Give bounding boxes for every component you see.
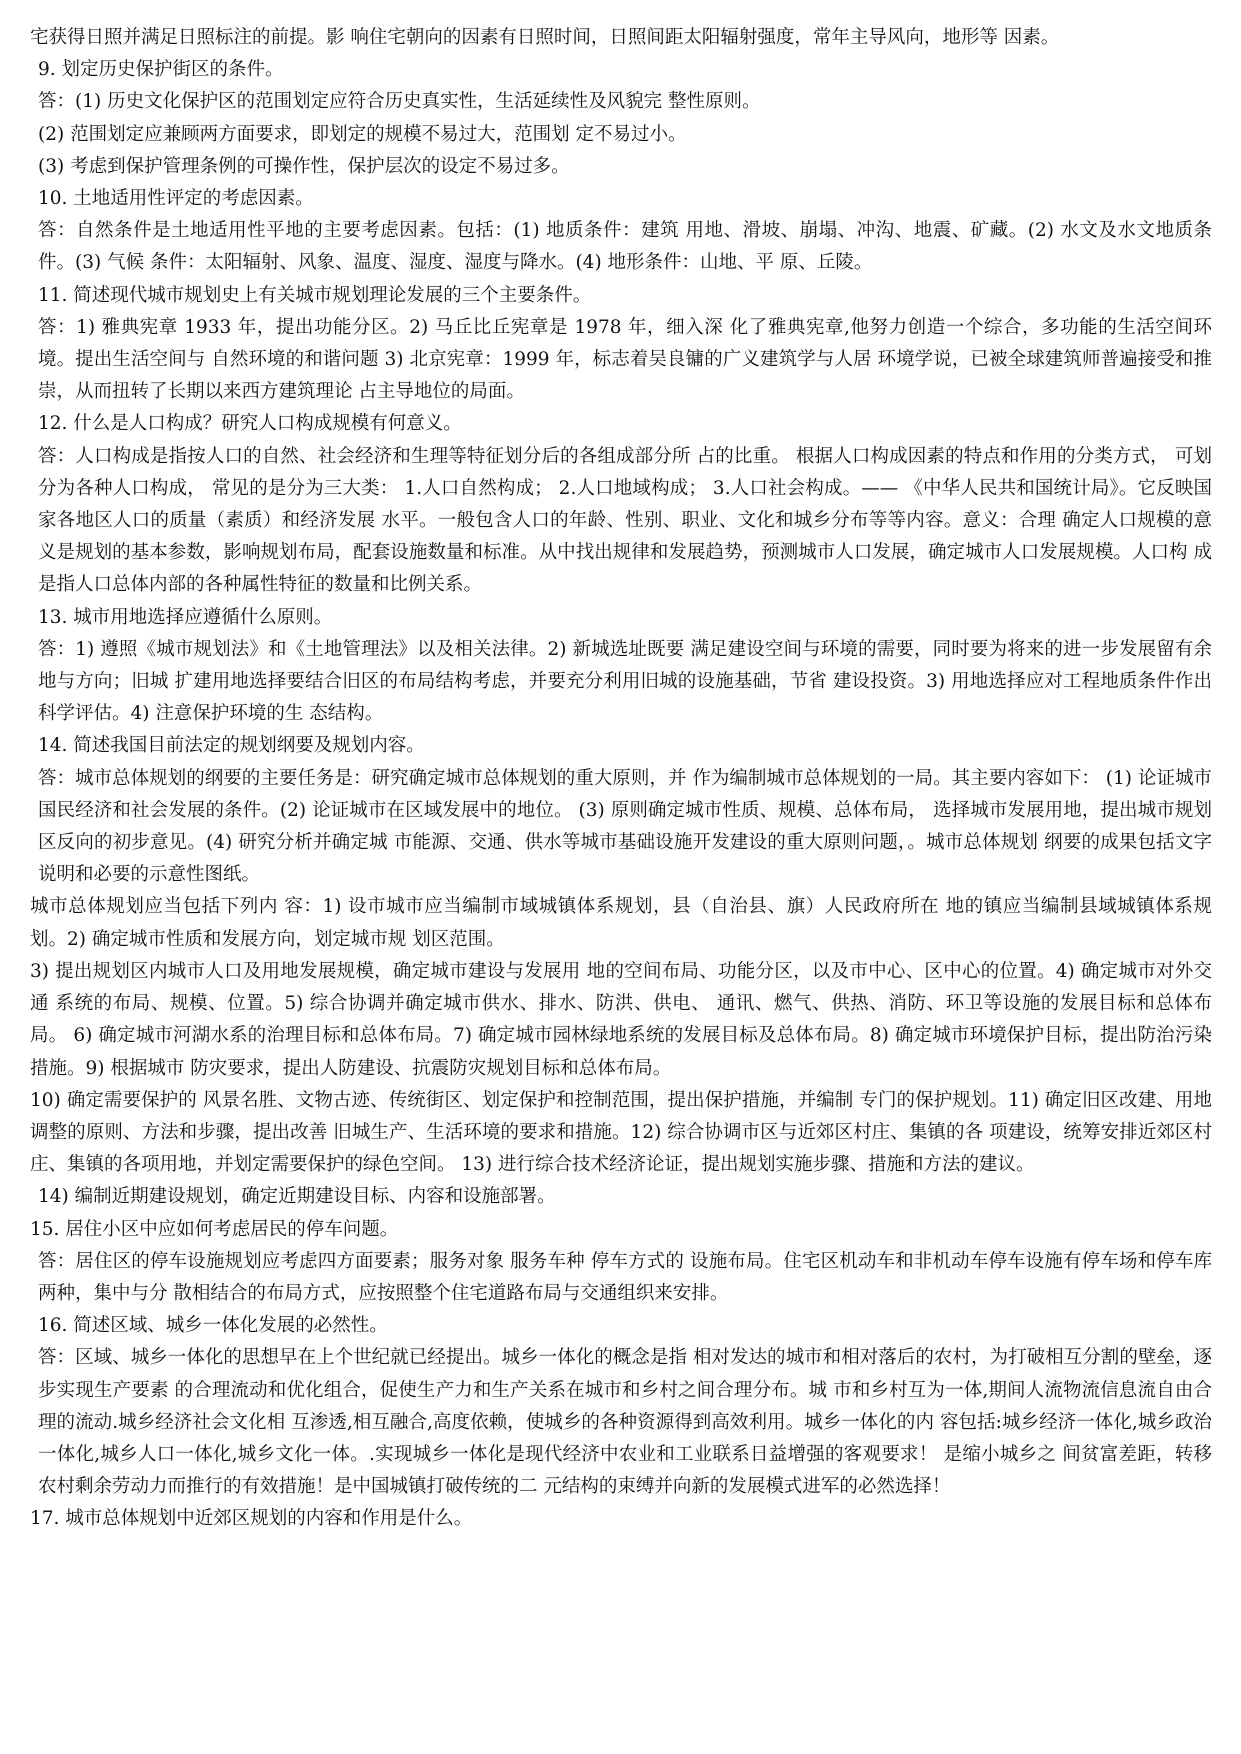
- answer-paragraph: (3) 考虑到保护管理条例的可操作性，保护层次的设定不易过多。: [38, 155, 570, 177]
- paragraph: 城市总体规划应当包括下列内 容：1) 设市城市应当编制市域城镇体系规划，县（自治县、旗）人民政府所在 地的镇应当编制县域城镇体系规划。2) 确定城市性质和发展方向，划定城市规 划区范围。: [30, 896, 1212, 950]
- paragraph: 3) 提出规划区内城市人口及用地发展规模，确定城市建设与发展用 地的空间布局、功能分区，以及市中心、区中心的位置。4) 确定城市对外交通 系统的布局、规模、位置。5) 综合协调并确定城市供水、排水、防洪、供电、 通讯、燃气、供热、消防、环卫等设施的发展目标和总体布局。 6) 确定城市河湖水系的治理目标和总体布局。7) 确定城市园林绿地系统的发展目标及总体布局。8) 确定城市环境保护目标，提出防治污染措施。9) 根据城市 防灾要求，提出人防建设、抗震防灾规划目标和总体布局。: [30, 960, 1212, 1079]
- question-heading: 12. 什么是人口构成？研究人口构成规模有何意义。: [38, 413, 462, 435]
- question-heading: 10. 土地适用性评定的考虑因素。: [38, 188, 314, 210]
- answer-paragraph: 答：(1) 历史文化保护区的范围划定应符合历史真实性，生活延续性及风貌完 整性原则。: [38, 91, 761, 113]
- answer-paragraph: 答：城市总体规划的纲要的主要任务是：研究确定城市总体规划的重大原则，并 作为编制城市总体规划的一局。其主要内容如下： (1) 论证城市国民经济和社会发展的条件。(2) 论证城市在区域发展中的地位。 (3) 原则确定城市性质、规模、总体布局， 选择城市发展用地，提出城市规划区反向的初步意见。(4) 研究分析并确定城 市能源、交通、供水等城市基础设施开发建设的重大原则问题，。城市总体规划 纲要的成果包括文字说明和必要的示意性图纸。: [38, 767, 1212, 886]
- question-heading: 16. 简述区域、城乡一体化发展的必然性。: [38, 1315, 388, 1337]
- paragraph: 14) 编制近期建设规划，确定近期建设目标、内容和设施部署。: [38, 1186, 556, 1208]
- answer-paragraph: 答：区域、城乡一体化的思想早在上个世纪就已经提出。城乡一体化的概念是指 相对发达的城市和相对落后的农村，为打破相互分割的壁垒，逐步实现生产要素 的合理流动和优化组合，促使生产力和生产关系在城市和乡村之间合理分布。城 市和乡村互为一体,期间人流物流信息流自由合理的流动.城乡经济社会文化相 互渗透,相互融合,高度依赖，使城乡的各种资源得到高效利用。城乡一体化的内 容包括:城乡经济一体化,城乡政治一体化,城乡人口一体化,城乡文化一体。.实现城乡一体化是现代经济中农业和工业联系日益增强的客观要求！ 是缩小城乡之 间贫富差距，转移农村剩余劳动力而推行的有效措施！是中国城镇打破传统的二 元结构的束缚并向新的发展模式进军的必然选择！: [38, 1347, 1212, 1498]
- answer-paragraph: 答：居住区的停车设施规划应考虑四方面要素；服务对象 服务车种 停车方式的 设施布局。住宅区机动车和非机动车停车设施有停车场和停车库两种，集中与分 散相结合的布局方式，应按照整个住宅道路布局与交通组织来安排。: [38, 1250, 1212, 1304]
- question-heading: 17. 城市总体规划中近郊区规划的内容和作用是什么。: [30, 1508, 473, 1530]
- question-heading: 13. 城市用地选择应遵循什么原则。: [38, 606, 333, 628]
- question-heading: 15. 居住小区中应如何考虑居民的停车问题。: [30, 1218, 399, 1240]
- answer-paragraph: 答：自然条件是土地适用性平地的主要考虑因素。包括：(1) 地质条件：建筑 用地、滑坡、崩塌、冲沟、地震、矿藏。(2) 水文及水文地质条件。(3) 气候 条件：太阳辐射、风象、温度、湿度、湿度与降水。(4) 地形条件：山地、平 原、丘陵。: [38, 220, 1212, 274]
- question-heading: 11. 简述现代城市规划史上有关城市规划理论发展的三个主要条件。: [38, 284, 592, 306]
- paragraph: 宅获得日照并满足日照标注的前提。影 响住宅朝向的因素有日照时间，日照间距太阳辐射强度，常年主导风向，地形等 因素。: [30, 27, 1060, 48]
- answer-paragraph: 答：1) 雅典宪章 1933 年，提出功能分区。2) 马丘比丘宪章是 1978 年，细入深 化了雅典宪章,他努力创造一个综合，多功能的生活空间环境。提出生活空间与 自然环境的和谐问题 3) 北京宪章：1999 年，标志着吴良镛的广义建筑学与人居 环境学说，已被全球建筑师普遍接受和推崇，从而扭转了长期以来西方建筑理论 占主导地位的局面。: [38, 316, 1212, 403]
- answer-paragraph: 答：人口构成是指按人口的自然、社会经济和生理等特征划分后的各组成部分所 占的比重。 根据人口构成因素的特点和作用的分类方式， 可划分为各种人口构成， 常见的是分为三大类： 1.人口自然构成； 2.人口地域构成； 3.人口社会构成。—— 《中华人民共和国统计局》。它反映国家各地区人口的质量（素质）和经济发展 水平。一般包含人口的年龄、性别、职业、文化和城乡分布等等内容。意义：合理 确定人口规模的意义是规划的基本参数，影响规划布局，配套设施数量和标准。从中找出规律和发展趋势，预测城市人口发展，确定城市人口发展规模。人口构 成是指人口总体内部的各种属性特征的数量和比例关系。: [38, 445, 1212, 596]
- question-heading: 9. 划定历史保护街区的条件。: [38, 59, 284, 81]
- document-body: [30, 22, 1212, 1536]
- question-heading: 14. 简述我国目前法定的规划纲要及规划内容。: [38, 735, 425, 757]
- answer-paragraph: 答：1) 遵照《城市规划法》和《土地管理法》以及相关法律。2) 新城选址既要 满足建设空间与环境的需要，同时要为将来的进一步发展留有余地与方向；旧城 扩建用地选择要结合旧区的布局结构考虑，并要充分利用旧城的设施基础，节省 建设投资。3) 用地选择应对工程地质条件作出科学评估。4) 注意保护环境的生 态结构。: [38, 638, 1212, 725]
- paragraph: 10) 确定需要保护的 风景名胜、文物古迹、传统街区、划定保护和控制范围，提出保护措施，并编制 专门的保护规划。11) 确定旧区改建、用地调整的原则、方法和步骤，提出改善 旧城生产、生活环境的要求和措施。12) 综合协调市区与近郊区村庄、集镇的各 项建设，统筹安排近郊区村庄、集镇的各项用地，并划定需要保护的绿色空间。 13) 进行综合技术经济论证，提出规划实施步骤、措施和方法的建议。: [30, 1089, 1212, 1176]
- answer-paragraph: (2) 范围划定应兼顾两方面要求，即划定的规模不易过大，范围划 定不易过小。: [38, 123, 687, 145]
